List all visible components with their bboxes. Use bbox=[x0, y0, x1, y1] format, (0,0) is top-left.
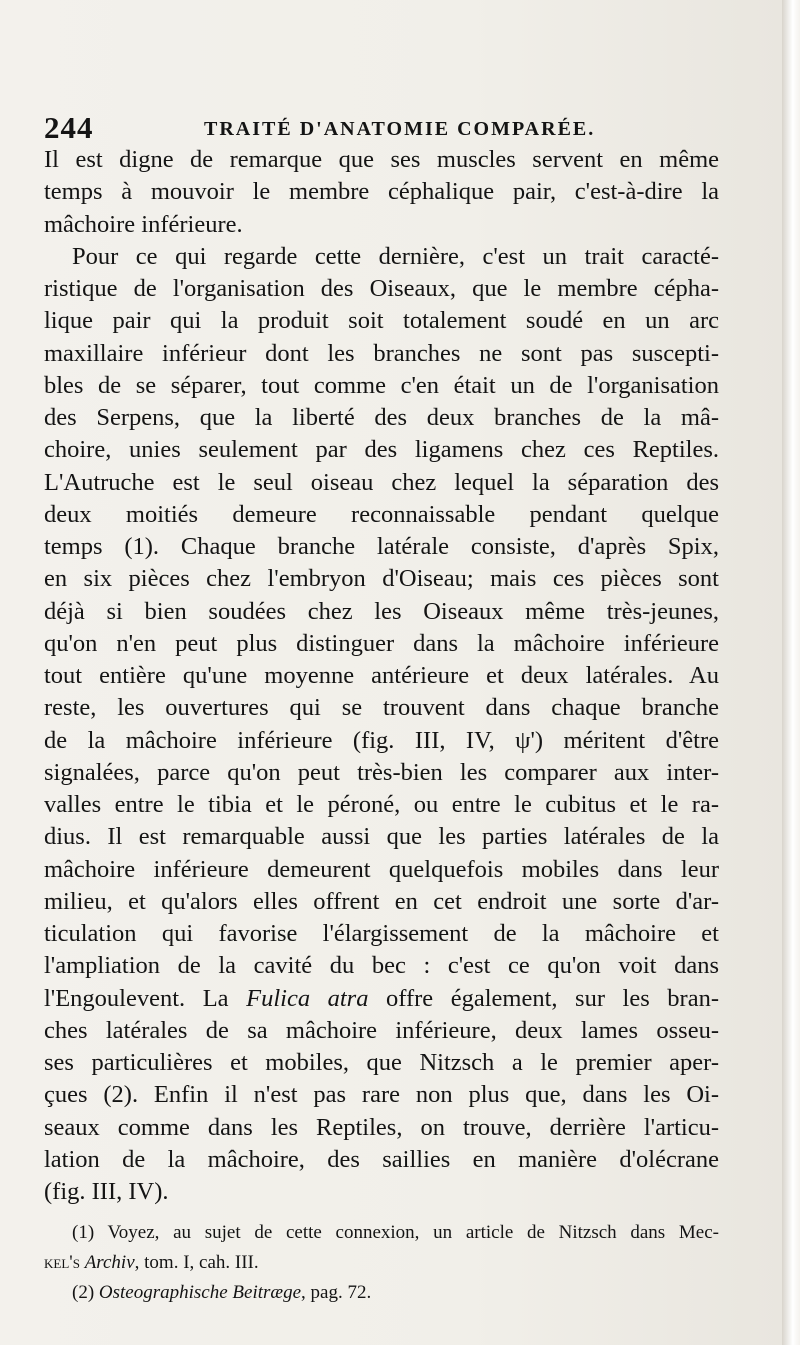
footnote-text: , pag. 72. bbox=[301, 1282, 372, 1303]
page-header bbox=[44, 110, 744, 144]
text-line: temps (1). Chaque branche latérale consiste, d'après Spix, bbox=[44, 533, 719, 560]
text-line: seaux comme dans les Reptiles, on trouve, derrière l'articu- bbox=[44, 1113, 719, 1141]
text-line: ches latérales de sa mâchoire inférieure, deux lames osseu- bbox=[44, 1016, 719, 1044]
text-line: (fig. III, IV). bbox=[44, 1178, 169, 1205]
text-line: lation de la mâchoire, des saillies en manière d'olécrane bbox=[44, 1145, 719, 1173]
footnote-2 bbox=[44, 1278, 719, 1308]
text-line: ticulation qui favorise l'élargissement de la mâchoire et bbox=[44, 920, 719, 947]
footnote-journal: Archiv bbox=[84, 1252, 135, 1273]
text-line: tout entière qu'une moyenne antérieure et deux latérales. Au bbox=[44, 662, 719, 689]
text-line: Il est digne de remarque que ses muscles servent en même bbox=[44, 146, 719, 173]
footnote-author: kel's bbox=[44, 1252, 80, 1273]
page-gutter bbox=[782, 0, 800, 1345]
footnote-1-line-2 bbox=[44, 1248, 719, 1278]
page-number: 244 bbox=[44, 110, 94, 145]
text-line: L'Autruche est le seul oiseau chez lequel la séparation des bbox=[44, 468, 719, 496]
text-line: çues (2). Enfin il n'est pas rare non plus que, dans les Oi- bbox=[44, 1081, 719, 1109]
species-name: Fulica atra bbox=[246, 984, 369, 1012]
text-line: milieu, et qu'alors elles offrent en cet endroit une sorte d'ar- bbox=[44, 887, 719, 915]
body-text bbox=[44, 144, 719, 1208]
text-line: qu'on n'en peut plus distinguer dans la mâchoire inférieure bbox=[44, 629, 719, 657]
text-line: choire, unies seulement par des ligamens chez ces Reptiles. bbox=[44, 436, 719, 464]
footnotes bbox=[44, 1218, 719, 1308]
text-line: dius. Il est remarquable aussi que les parties latérales de la bbox=[44, 823, 719, 851]
text-line: deux moitiés demeure reconnaissable pendant quelque bbox=[44, 500, 719, 528]
text-span: offre également, sur les bran- bbox=[368, 984, 719, 1012]
text-line: en six pièces chez l'embryon d'Oiseau; mais ces pièces sont bbox=[44, 565, 719, 593]
text-span: l'Engoulevent. La bbox=[44, 984, 247, 1012]
footnote-marker: (2) bbox=[72, 1282, 99, 1303]
footnote-title: Osteographische Beitræge bbox=[98, 1282, 302, 1303]
text-line: bles de se séparer, tout comme c'en était un de l'organisation bbox=[44, 371, 719, 399]
text-line-with-italic bbox=[44, 983, 719, 1015]
text-line: mâchoire inférieure. bbox=[44, 210, 243, 238]
text-line: Pour ce qui regarde cette dernière, c'est un trait caracté- bbox=[72, 242, 719, 270]
text-line: valles entre le tibia et le péroné, ou entre le cubitus et le ra- bbox=[44, 791, 719, 818]
text-line: de la mâchoire inférieure (fig. III, IV, ψ') méritent d'être bbox=[44, 726, 719, 754]
text-line: mâchoire inférieure demeurent quelquefois mobiles dans leur bbox=[44, 855, 719, 883]
running-title: TRAITÉ D'ANATOMIE COMPARÉE. bbox=[204, 118, 596, 140]
text-line: temps à mouvoir le membre céphalique pair, c'est-à-dire la bbox=[44, 178, 719, 206]
text-line: reste, les ouvertures qui se trouvent dans chaque branche bbox=[44, 694, 719, 722]
text-line: des Serpens, que la liberté des deux branches de la mâ- bbox=[44, 404, 719, 431]
text-line: ristique de l'organisation des Oiseaux, que le membre cépha- bbox=[44, 275, 719, 302]
text-line: maxillaire inférieur dont les branches ne sont pas suscepti- bbox=[44, 339, 719, 367]
text-line: l'ampliation de la cavité du bec : c'est ce qu'on voit dans bbox=[44, 952, 719, 980]
footnote-1-line-1: (1) Voyez, au sujet de cette connexion, un article de Nitzsch dans Mec- bbox=[72, 1222, 719, 1243]
text-line: lique pair qui la produit soit totalement soudé en un arc bbox=[44, 307, 719, 335]
text-line: ses particulières et mobiles, que Nitzsch a le premier aper- bbox=[44, 1049, 719, 1076]
footnote-text: , tom. I, cah. III. bbox=[134, 1252, 259, 1273]
text-line: déjà si bien soudées chez les Oiseaux même très-jeunes, bbox=[44, 597, 719, 625]
text-line: signalées, parce qu'on peut très-bien les comparer aux inter- bbox=[44, 758, 719, 786]
